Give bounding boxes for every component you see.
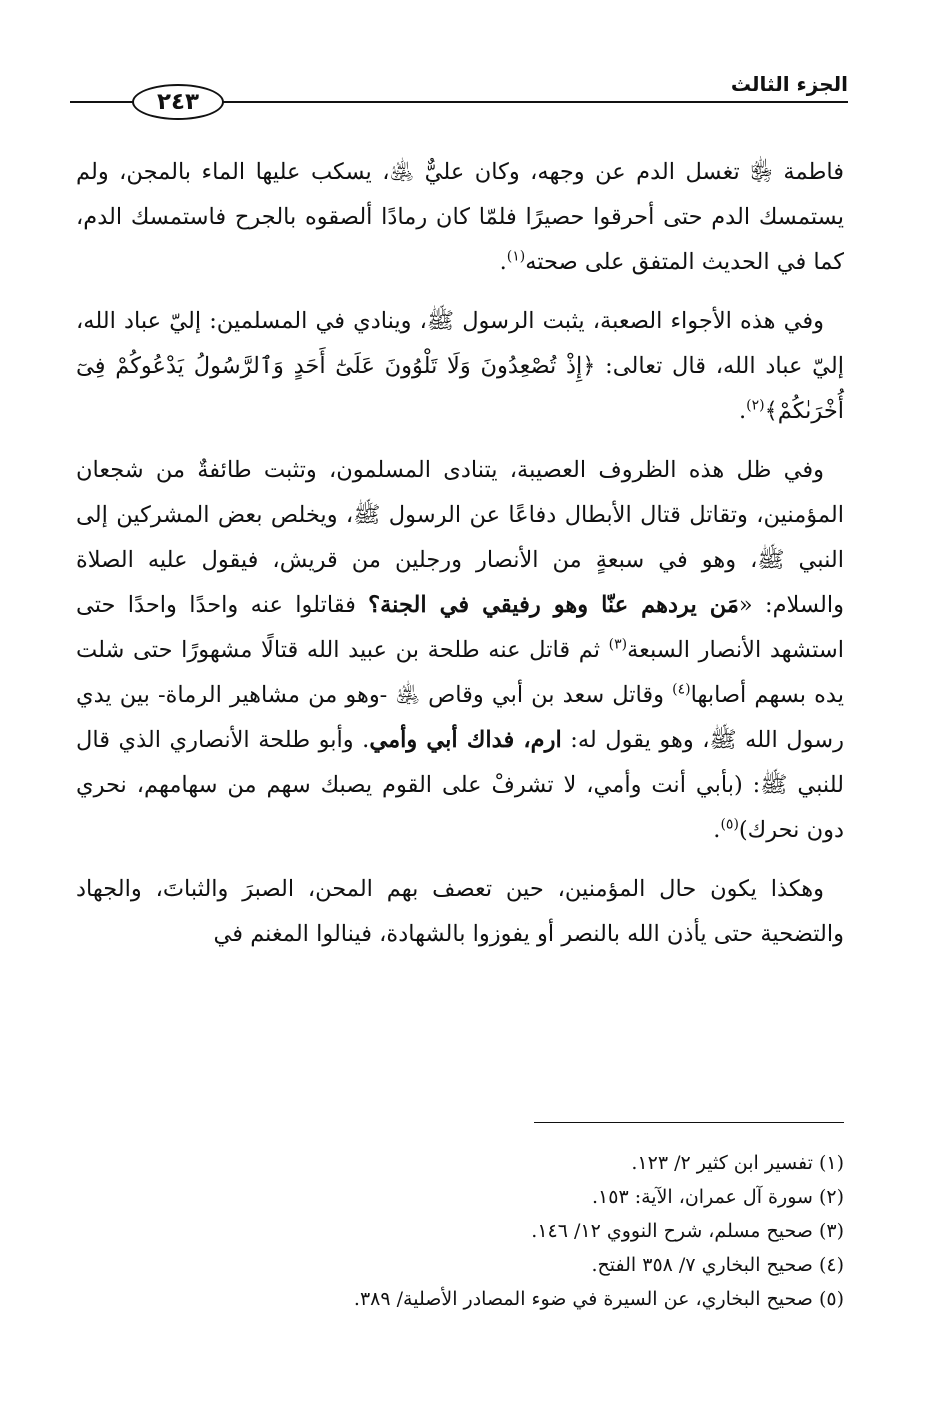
p3-text-b: فقاتلوا عنه واحدًا واحدًا حتى استشهد الأنصار السبعة [76,592,844,663]
footnote-item [76,1214,844,1248]
footnote-ref-4: (٤) [672,681,691,698]
footnote-ref-2: (٢) [746,397,765,414]
footnote-number: (٢) [818,1186,844,1208]
running-title: الجزء الثالث [730,72,848,96]
p3-text-c: ثم قاتل عنه طلحة بن عبيد الله قتالًا مشهورًا حتى شلت يده بسهم أصابها [76,637,845,708]
footnote-ref-5: (٥) [720,816,739,833]
footnote-item [76,1282,844,1316]
footnote-number: (٥) [818,1288,844,1310]
p3-end: . [713,817,721,843]
footnote-item [76,1146,844,1180]
footnote-number: (٤) [818,1254,844,1276]
p3-text-a: وفي ظل هذه الظروف العصيبة، يتنادى المسلمون، وتثبت طائفةٌ من شجعان المؤمنين، وتقاتل قتال الأبطال دفاعًا عن الرسول ﷺ، ويخلص بعض المشركين إلى النبي ﷺ، وهو في سبعةٍ من الأنصار ورجلين من قريش، فيقول عليه الصلاة والسلام: « [76,457,844,618]
footnote-ref-3: (٣) [608,636,628,653]
footnote-number: (٣) [818,1220,844,1242]
quran-verse: ﴿إِذْ تُصْعِدُونَ وَلَا تَلْوُونَ عَلَىٰٓ أَحَدٍ وَٱلرَّسُولُ يَدْعُوكُمْ فِىٓ أُخْرَىٰكُمْ﴾ [76,353,844,424]
footnote-text: صحيح البخاري ٧/ ٣٥٨ الفتح. [591,1254,813,1276]
paragraph-2 [76,299,844,434]
hadith-quote-2: ارم، فداك أبي وأمي [369,727,562,753]
footnote-text: سورة آل عمران، الآية: ١٥٣. [591,1186,813,1208]
footnote-item [76,1180,844,1214]
footnote-text: صحيح مسلم، شرح النووي ١٢/ ١٤٦. [531,1220,813,1242]
p1-text: فاطمة ﵂ تغسل الدم عن وجهه، وكان عليٌّ ﵁، يسكب عليها الماء بالمجن، ولم يستمسك الدم حتى أحرقوا حصيرًا فلمّا كان رمادًا ألصقوه بالجرح فاستمسك الدم، كما في الحديث المتفق على صحته [76,159,844,275]
p3-text-d: وقاتل سعد بن أبي وقاص ﵁ -وهو من مشاهير الرماة- بين يدي رسول الله ﷺ، وهو يقول له: [76,682,844,753]
paragraph-1 [76,150,844,285]
main-text [76,150,844,971]
p4-text: وهكذا يكون حال المؤمنين، حين تعصف بهم المحن، الصبرَ والثباتَ، والجهاد والتضحية حتى يأذن الله بالنصر أو يفوزوا بالشهادة، فينالوا المغنم في [76,876,844,947]
page-number: ٢٤٣ [132,84,224,120]
p2-end: . [738,398,747,424]
paragraph-4 [76,867,844,957]
paragraph-3 [76,448,844,853]
footnote-item [76,1248,844,1282]
footnote-text: تفسير ابن كثير ٢/ ١٢٣. [631,1152,813,1174]
hadith-quote-1: مَن يردهم عنّا وهو رفيقي في الجنة؟ [368,592,739,618]
footnote-ref-1: (١) [506,248,526,265]
footnote-number: (١) [818,1152,844,1174]
p2-text: وفي هذه الأجواء الصعبة، يثبت الرسول ﷺ، وينادي في المسلمين: إليّ عباد الله، إليّ عباد الله، قال تعالى: [76,308,844,379]
footnote-text: صحيح البخاري، عن السيرة في ضوء المصادر الأصلية/ ٣٨٩. [353,1288,813,1310]
page-header [70,72,848,116]
p1-end: . [499,249,507,275]
footnotes [76,1146,844,1316]
p3-text-e: . وأبو طلحة الأنصاري الذي قال للنبي ﷺ: (بأبي أنت وأمي، لا تشرفْ على القوم يصبك سهم من سهامهم، نحري دون نحرك) [76,727,844,843]
footnote-separator [534,1122,844,1123]
